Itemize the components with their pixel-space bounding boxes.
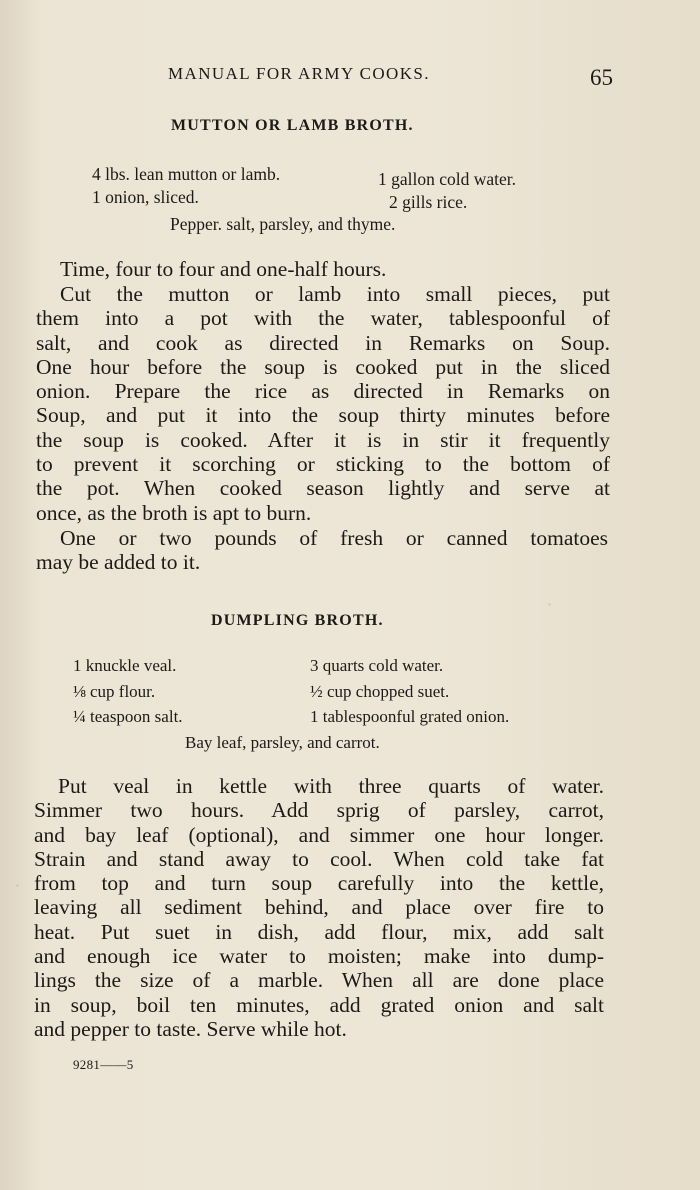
ingredient: 1 knuckle veal. <box>73 656 177 675</box>
text-line: Simmer two hours. Add sprig of parsley, carrot, <box>34 798 604 823</box>
text-line: once, as the broth is apt to burn. <box>36 500 312 525</box>
text-line: One hour before the soup is cooked put in the sliced <box>36 354 610 379</box>
text-line: onion. Prepare the rice as directed in Remarks on <box>36 379 610 404</box>
running-header <box>0 64 700 94</box>
ingredient: ½ cup chopped suet. <box>310 682 450 701</box>
ingredient: 1 gallon cold water. <box>378 169 517 189</box>
text-line: the pot. When cooked season lightly and serve at <box>36 476 610 501</box>
text-line: from top and turn soup carefully into the kettle, <box>34 871 604 896</box>
text-line: and pepper to taste. Serve while hot. <box>34 1016 347 1041</box>
text-line: Time, four to four and one-half hours. <box>60 257 387 281</box>
recipe-title-mutton: MUTTON OR LAMB BROTH. <box>171 117 414 134</box>
text-line: and enough ice water to moisten; make into dump- <box>34 944 604 969</box>
ingredient: 2 gills rice. <box>389 192 468 212</box>
text-line: salt, and cook as directed in Remarks on Soup. <box>36 330 610 355</box>
text-line: Cut the mutton or lamb into small pieces, put <box>60 282 610 306</box>
text-line: Strain and stand away to cool. When cold take fat <box>34 846 604 871</box>
text-line: may be added to it. <box>36 550 201 575</box>
recipe-title-dumpling: DUMPLING BROTH. <box>211 612 384 629</box>
text-line: lings the size of a marble. When all are done place <box>34 968 604 993</box>
text-line: them into a pot with the water, tablespoonful of <box>36 306 610 331</box>
page-number: 65 <box>590 65 613 90</box>
ingredient: Pepper. salt, parsley, and thyme. <box>170 214 396 234</box>
text-line: in soup, boil ten minutes, add grated onion and salt <box>34 992 604 1017</box>
ingredient: Bay leaf, parsley, and carrot. <box>185 733 380 752</box>
ingredient: 1 onion, sliced. <box>92 187 199 207</box>
text-line: heat. Put suet in dish, add flour, mix, add salt <box>34 919 604 944</box>
ingredient: 1 tablespoonful grated onion. <box>310 707 510 726</box>
ingredient: ⅛ cup flour. <box>73 682 156 701</box>
ingredient: 4 lbs. lean mutton or lamb. <box>92 164 281 184</box>
text-line: Put veal in kettle with three quarts of water. <box>58 774 604 798</box>
paper-spot <box>16 884 19 887</box>
text-line: to prevent it scorching or sticking to the bottom of <box>36 452 610 477</box>
text-line: One or two pounds of fresh or canned tomatoes <box>60 526 608 550</box>
paper-spot <box>548 603 551 606</box>
printer-signature: 9281——5 <box>73 1057 134 1072</box>
text-line: leaving all sediment behind, and place over fire to <box>34 895 604 920</box>
paragraph <box>36 282 610 525</box>
paragraph <box>36 526 608 575</box>
paragraph <box>60 257 500 281</box>
ingredient: 3 quarts cold water. <box>310 656 444 675</box>
text-line: Soup, and put it into the soup thirty minutes before <box>36 403 610 428</box>
text-line: and bay leaf (optional), and simmer one hour longer. <box>34 822 604 847</box>
text-line: the soup is cooked. After it is in stir it frequently <box>36 427 610 452</box>
ingredient: ¼ teaspoon salt. <box>73 707 183 726</box>
paragraph <box>34 774 604 1041</box>
running-title: MANUAL FOR ARMY COOKS. <box>168 64 430 83</box>
